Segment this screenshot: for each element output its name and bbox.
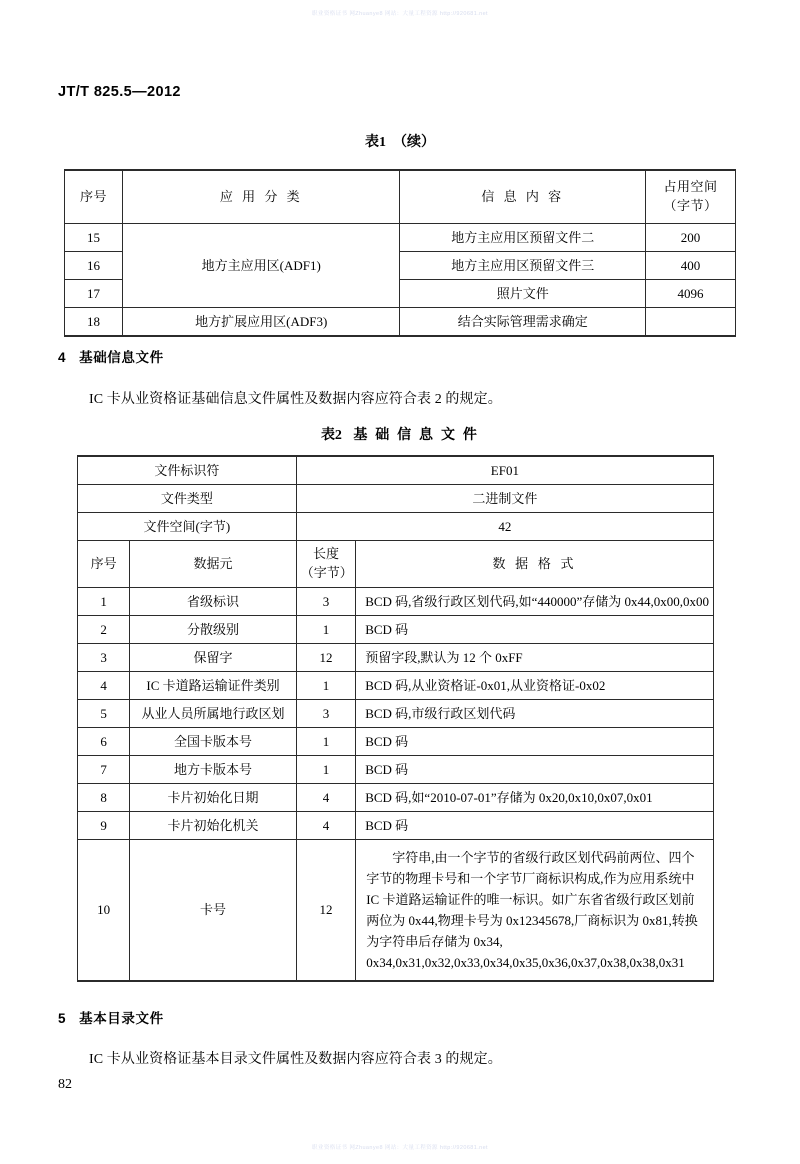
table-1-r1-content: 地方主应用区预留文件三	[400, 252, 646, 280]
table-1-r3-content: 结合实际管理需求确定	[400, 308, 646, 337]
table-2-r3-seq: 4	[78, 672, 130, 700]
table-2-r2-element: 保留字	[130, 644, 297, 672]
section-4-number: 4	[58, 350, 67, 365]
table-1-r0-content: 地方主应用区预留文件二	[400, 224, 646, 252]
running-head: JT/T 825.5—2012	[58, 84, 181, 100]
table-1-header-seq: 序号	[65, 170, 123, 224]
table-1-r2-space: 4096	[646, 280, 736, 308]
table-2-r4-length: 3	[296, 700, 355, 728]
table-2-header-length	[296, 541, 355, 588]
table-row	[78, 644, 714, 672]
table-2-caption	[0, 424, 800, 444]
table-2-header-length-line2: （字节）	[300, 565, 353, 580]
table-2-r7-seq: 8	[78, 784, 130, 812]
table-2-header-row	[78, 541, 714, 588]
table-2-r9-length: 12	[296, 840, 355, 982]
table-2-attr-1-value: 二进制文件	[296, 485, 713, 513]
table-row	[78, 588, 714, 616]
table-2-r5-format: BCD 码	[356, 728, 714, 756]
table-2-r9-format-tail: 0x34,0x31,0x32,0x33,0x34,0x35,0x36,0x37,0x38,0x38,0x31	[366, 955, 685, 971]
table-1-header-space	[646, 170, 736, 224]
table-2-r4-format: BCD 码,市级行政区划代码	[356, 700, 714, 728]
table-2-header-seq: 序号	[78, 541, 130, 588]
table-2-attr-0-value: EF01	[296, 456, 713, 485]
table-2-header-format: 数 据 格 式	[356, 541, 714, 588]
table-2-r5-length: 1	[296, 728, 355, 756]
table-row	[78, 728, 714, 756]
watermark-top: 职业资格证书 网Zhuanye8 网站：大量工程资源 http://920681.net	[312, 11, 488, 17]
table-2-r1-element: 分散级别	[130, 616, 297, 644]
table-2-r8-length: 4	[296, 812, 355, 840]
table-row	[78, 616, 714, 644]
table-2-r9-seq: 10	[78, 840, 130, 982]
table-2-r1-seq: 2	[78, 616, 130, 644]
table-2-r6-seq: 7	[78, 756, 130, 784]
table-1-header-category: 应 用 分 类	[122, 170, 400, 224]
table-1-header-space-line2: （字节）	[663, 198, 718, 213]
table-1-r2-content: 照片文件	[400, 280, 646, 308]
table-2-r2-format: 预留字段,默认为 12 个 0xFF	[356, 644, 714, 672]
table-row	[78, 700, 714, 728]
table-application-areas	[64, 169, 736, 337]
table-2-r0-length: 3	[296, 588, 355, 616]
table-2-attr-1-label: 文件类型	[78, 485, 297, 513]
table-1-r1-seq: 16	[65, 252, 123, 280]
table-2-attr-0-label: 文件标识符	[78, 456, 297, 485]
table-2-r0-seq: 1	[78, 588, 130, 616]
table-row	[78, 513, 714, 541]
table-2-r1-length: 1	[296, 616, 355, 644]
table-row	[78, 672, 714, 700]
table-2-r7-element: 卡片初始化日期	[130, 784, 297, 812]
table-1-r3-category: 地方扩展应用区(ADF3)	[122, 308, 400, 337]
table-2-r1-format: BCD 码	[356, 616, 714, 644]
table-1-r1-space: 400	[646, 252, 736, 280]
table-2-r6-format: BCD 码	[356, 756, 714, 784]
table-2-r0-element: 省级标识	[130, 588, 297, 616]
table-2-r7-length: 4	[296, 784, 355, 812]
table-2-r6-length: 1	[296, 756, 355, 784]
section-5-heading	[58, 1007, 164, 1027]
table-2-r4-seq: 5	[78, 700, 130, 728]
section-5-title: 基本目录文件	[79, 1011, 164, 1026]
table-2-r2-length: 12	[296, 644, 355, 672]
table-2-caption-text: 基 础 信 息 文 件	[353, 428, 480, 443]
table-2-r5-element: 全国卡版本号	[130, 728, 297, 756]
table-row	[78, 456, 714, 485]
table-2-r9-format	[356, 840, 714, 982]
table-2-header-length-line1: 长度	[312, 546, 339, 562]
table-2-attr-2-label: 文件空间(字节)	[78, 513, 297, 541]
table-1-header-content: 信 息 内 容	[400, 170, 646, 224]
table-2-r9-format-main: 字符串,由一个字节的省级行政区划代码前两位、四个字节的物理卡号和一个字节厂商标识构成,作为应用系统中 IC 卡道路运输证件的唯一标识。如广东省省级行政区划前两位为 0x44,物理卡号为 0x12345678,厂商标识为 0x81,转换为字符串后存储为 0x34,	[366, 849, 698, 950]
table-row	[78, 812, 714, 840]
table-1-header-row	[65, 170, 736, 224]
table-2-r9-element: 卡号	[130, 840, 297, 982]
page-number: 82	[58, 1077, 72, 1092]
table-1-group-adf1: 地方主应用区(ADF1)	[122, 224, 400, 308]
table-2-r0-format: BCD 码,省级行政区划代码,如“440000”存储为 0x44,0x00,0x00	[356, 588, 714, 616]
section-5-paragraph: IC 卡从业资格证基本目录文件属性及数据内容应符合表 3 的规定。	[89, 1052, 502, 1067]
table-2-r8-seq: 9	[78, 812, 130, 840]
table-2-r3-length: 1	[296, 672, 355, 700]
table-1-r0-seq: 15	[65, 224, 123, 252]
watermark-bottom: 职业资格证书 网Zhuanye8 网站：大量工程资源 http://920681.net	[312, 1145, 488, 1151]
section-4-heading	[58, 346, 164, 366]
table-1-header-space-line1: 占用空间	[663, 179, 718, 195]
table-basic-information-file	[77, 455, 714, 982]
section-5-number: 5	[58, 1011, 67, 1026]
section-4-title: 基础信息文件	[79, 350, 164, 365]
table-2-r7-format: BCD 码,如“2010-07-01”存储为 0x20,0x10,0x07,0x01	[356, 784, 714, 812]
table-1-r3-space	[646, 308, 736, 337]
table-1-caption: 表1 （续）	[365, 135, 435, 150]
table-row	[78, 784, 714, 812]
table-row	[78, 756, 714, 784]
table-row	[78, 840, 714, 982]
table-2-r8-element: 卡片初始化机关	[130, 812, 297, 840]
table-2-r5-seq: 6	[78, 728, 130, 756]
table-2-r6-element: 地方卡版本号	[130, 756, 297, 784]
table-1-r2-seq: 17	[65, 280, 123, 308]
table-2-r3-element: IC 卡道路运输证件类别	[130, 672, 297, 700]
section-4-paragraph: IC 卡从业资格证基础信息文件属性及数据内容应符合表 2 的规定。	[89, 392, 502, 407]
table-2-r4-element: 从业人员所属地行政区划	[130, 700, 297, 728]
table-2-attr-2-value: 42	[296, 513, 713, 541]
table-row	[65, 224, 736, 252]
table-row	[78, 485, 714, 513]
table-2-r2-seq: 3	[78, 644, 130, 672]
table-2-r8-format: BCD 码	[356, 812, 714, 840]
table-2-r3-format: BCD 码,从业资格证-0x01,从业资格证-0x02	[356, 672, 714, 700]
table-1-r0-space: 200	[646, 224, 736, 252]
table-row	[65, 308, 736, 337]
table-2-header-element: 数据元	[130, 541, 297, 588]
table-1-r3-seq: 18	[65, 308, 123, 337]
table-2-caption-number: 表2	[320, 428, 342, 443]
